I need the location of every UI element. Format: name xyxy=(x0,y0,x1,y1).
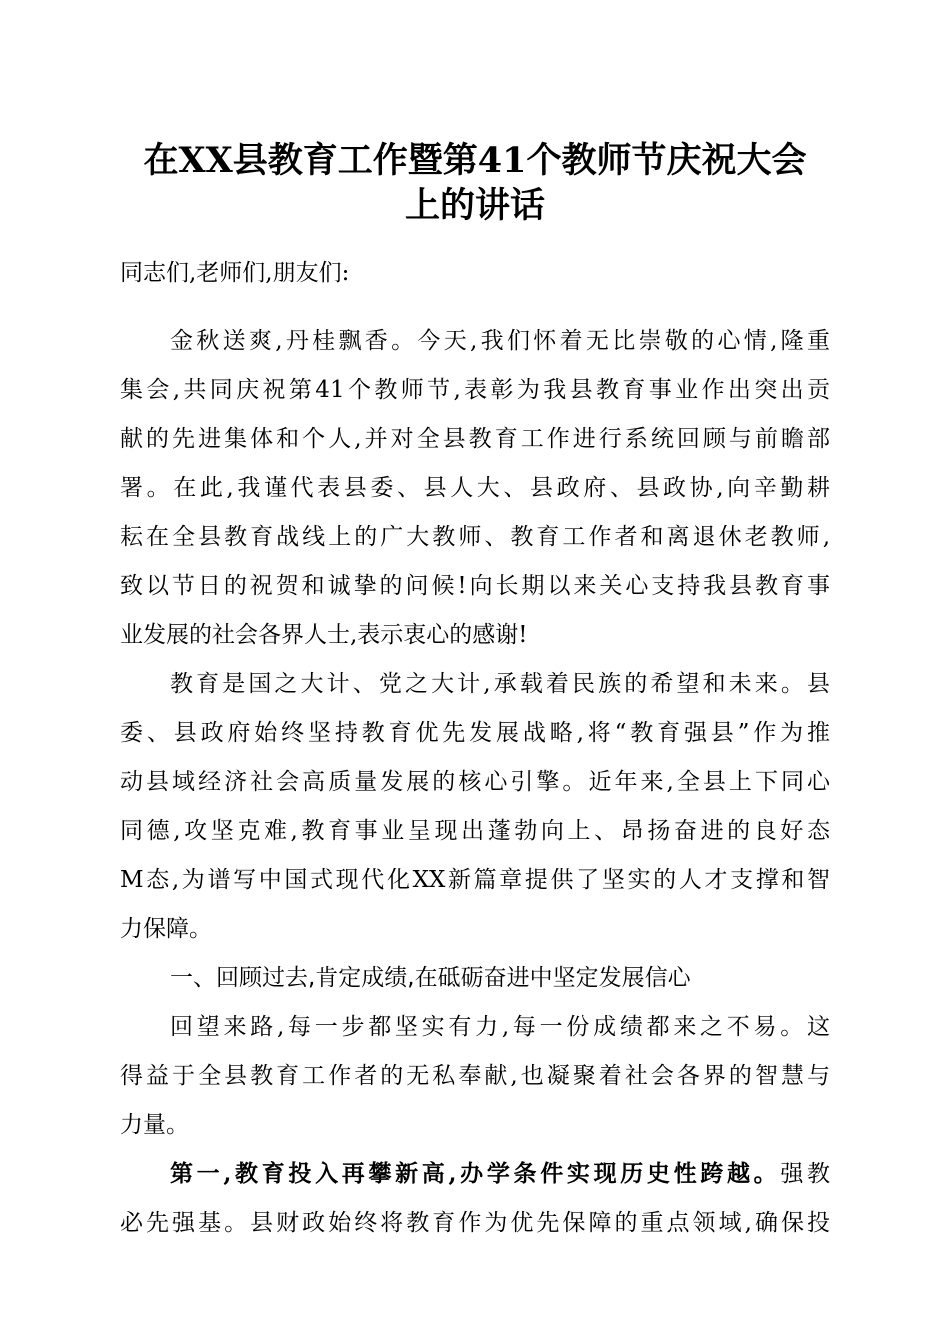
paragraph-4-lead: 第一,教育投入再攀新高,办学条件实现历史性跨越。 xyxy=(170,1160,781,1187)
paragraph-1-line: 致以节日的祝贺和诚挚的问候!向长期以来关心支持我县教育事 xyxy=(120,573,830,599)
paragraph-1-line: 集会,共同庆祝第41个教师节,表彰为我县教育事业作出突出贡 xyxy=(120,377,830,403)
paragraph-4-line xyxy=(170,1157,830,1191)
document-title-line-2: 上的讲话 xyxy=(404,185,545,226)
paragraph-3-line: 回望来路,每一步都坚实有力,每一份成绩都来之不易。这 xyxy=(170,1014,830,1040)
salutation: 同志们,老师们,朋友们: xyxy=(120,260,350,286)
paragraph-2-line: 力保障。 xyxy=(120,916,212,942)
paragraph-2-line: 同德,攻坚克难,教育事业呈现出蓬勃向上、昂扬奋进的良好态 xyxy=(120,818,830,844)
paragraph-2-line: 教育是国之大计、党之大计,承载着民族的希望和未来。县 xyxy=(170,671,830,697)
section-heading: 一、回顾过去,肯定成绩,在砥砺奋进中坚定发展信心 xyxy=(170,965,691,991)
paragraph-3-line: 得益于全县教育工作者的无私奉献,也凝聚着社会各界的智慧与 xyxy=(120,1063,830,1089)
paragraph-2-line: 委、县政府始终坚持教育优先发展战略,将“教育强县”作为推 xyxy=(120,720,830,746)
paragraph-3-line: 力量。 xyxy=(120,1112,189,1138)
paragraph-2-line: 动县域经济社会高质量发展的核心引擎。近年来,全县上下同心 xyxy=(120,769,830,795)
paragraph-2-line: M态,为谱写中国式现代化XX新篇章提供了坚实的人才支撑和智 xyxy=(120,867,830,893)
paragraph-1-line: 耘在全县教育战线上的广大教师、教育工作者和离退休老教师, xyxy=(120,524,830,550)
paragraph-4-line: 必先强基。县财政始终将教育作为优先保障的重点领域,确保投 xyxy=(120,1210,830,1236)
paragraph-1-line: 献的先进集体和个人,并对全县教育工作进行系统回顾与前瞻部 xyxy=(120,426,830,452)
paragraph-1-line: 金秋送爽,丹桂飘香。今天,我们怀着无比崇敬的心情,隆重 xyxy=(170,328,830,354)
paragraph-4-continuation: 强教 xyxy=(780,1161,831,1187)
document-title-line-1: 在XX县教育工作暨第41个教师节庆祝大会 xyxy=(143,140,807,181)
paragraph-1-line: 业发展的社会各界人士,表示衷心的感谢! xyxy=(120,622,528,648)
paragraph-1-line: 署。在此,我谨代表县委、县人大、县政府、县政协,向辛勤耕 xyxy=(120,475,830,501)
